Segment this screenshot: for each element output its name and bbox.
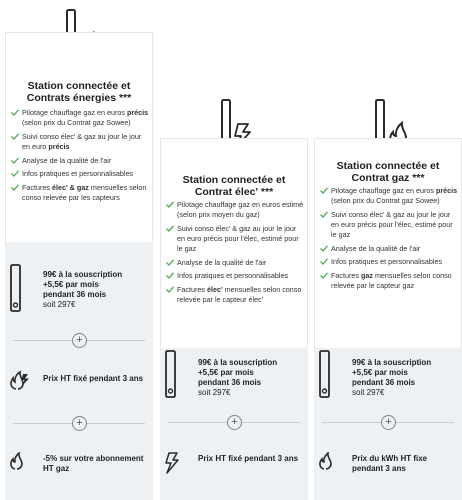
card-offer-section: [5, 242, 153, 500]
station-icon: [164, 350, 178, 400]
feature-item: Infos pratiques et personnalisables: [320, 257, 458, 267]
price-total: soit 297€: [352, 388, 385, 397]
price-subscription: 99€ à la souscription: [198, 358, 278, 367]
check-icon: [11, 170, 19, 177]
card-title: Station connectée et Contrat élec' ***: [182, 174, 286, 198]
price-total: soit 297€: [198, 388, 231, 397]
offer-fixed-price: Prix HT fixé pendant 3 ans: [198, 454, 299, 463]
price-subscription: 99€ à la souscription: [43, 270, 123, 279]
plus-icon: +: [72, 333, 87, 348]
feature-item: Factures gaz mensuelles selon conso relevée par le capteur gaz: [320, 271, 458, 291]
check-icon: [11, 184, 19, 191]
price-duration: pendant 36 mois: [352, 378, 416, 387]
feature-item: Infos pratiques et personnalisables: [11, 169, 149, 179]
check-icon: [320, 272, 328, 279]
flame-bolt-icon: [9, 370, 31, 390]
card-offer-section: [160, 348, 308, 500]
price-subscription: 99€ à la souscription: [352, 358, 432, 367]
card-offer-section: [314, 348, 462, 500]
bolt-icon: [164, 452, 180, 474]
check-icon: [11, 109, 19, 116]
check-icon: [11, 157, 19, 164]
price-duration: pendant 36 mois: [43, 290, 107, 299]
feature-item: Analyse de la qualité de l'air: [320, 244, 458, 254]
price-monthly: +5,5€ par mois: [352, 368, 408, 377]
feature-item: Analyse de la qualité de l'air: [166, 258, 304, 268]
check-icon: [166, 201, 174, 208]
feature-item: Analyse de la qualité de l'air: [11, 156, 149, 166]
feature-item: Factures élec' & gaz mensuelles selon conso relevée par les capteurs: [11, 183, 149, 203]
price-total: soit 297€: [43, 300, 76, 309]
price-duration: pendant 36 mois: [198, 378, 262, 387]
check-icon: [320, 258, 328, 265]
price-monthly: +5,5€ par mois: [198, 368, 254, 377]
feature-item: Suivi conso élec' & gaz au jour le jour en euro précis: [11, 132, 149, 152]
feature-list: [320, 186, 458, 295]
feature-item: Suivi conso élec' & gaz au jour le jour en euro précis pour l'élec, estimé pour le gaz: [320, 210, 458, 241]
offer-card-gaz: [314, 0, 462, 500]
feature-list: [166, 200, 304, 309]
plus-icon: +: [72, 416, 87, 431]
feature-item: Pilotage chauffage gaz en euros précis (selon prix du Contrat gaz Sowee): [320, 186, 458, 206]
station-icon: [9, 264, 23, 314]
check-icon: [166, 286, 174, 293]
plus-icon: +: [227, 415, 242, 430]
offer-discount: -5% sur votre abonnement HT gaz: [43, 454, 144, 473]
offer-fixed-price: Prix HT fixé pendant 3 ans: [43, 374, 144, 383]
flame-icon: [318, 452, 332, 470]
station-icon: [318, 350, 332, 400]
check-icon: [320, 245, 328, 252]
offer-card-energies: [5, 0, 153, 500]
price-monthly: +5,5€ par mois: [43, 280, 99, 289]
feature-list: [11, 108, 149, 207]
offer-card-elec: [160, 0, 308, 500]
check-icon: [166, 259, 174, 266]
feature-item: Factures élec' mensuelles selon conso relevée par le capteur élec': [166, 285, 304, 305]
card-title: Station connectée et Contrat gaz ***: [336, 160, 440, 184]
feature-item: Pilotage chauffage gaz en euros estimé (selon prix moyen du gaz): [166, 200, 304, 220]
feature-item: Infos pratiques et personnalisables: [166, 271, 304, 281]
feature-item: Suivi conso élec' & gaz au jour le jour en euro précis pour l'élec, estimé pour le gaz: [166, 224, 304, 255]
check-icon: [166, 225, 174, 232]
feature-item: Pilotage chauffage gaz en euros précis (selon prix du Contrat gaz Sowee): [11, 108, 149, 128]
offer-fixed-price: Prix du kWh HT fixe pendant 3 ans: [352, 454, 428, 473]
plus-icon: +: [381, 415, 396, 430]
check-icon: [11, 133, 19, 140]
check-icon: [320, 187, 328, 194]
flame-icon: [9, 452, 23, 470]
check-icon: [320, 211, 328, 218]
card-title: Station connectée et Contrats énergies ***: [26, 80, 132, 104]
check-icon: [166, 272, 174, 279]
